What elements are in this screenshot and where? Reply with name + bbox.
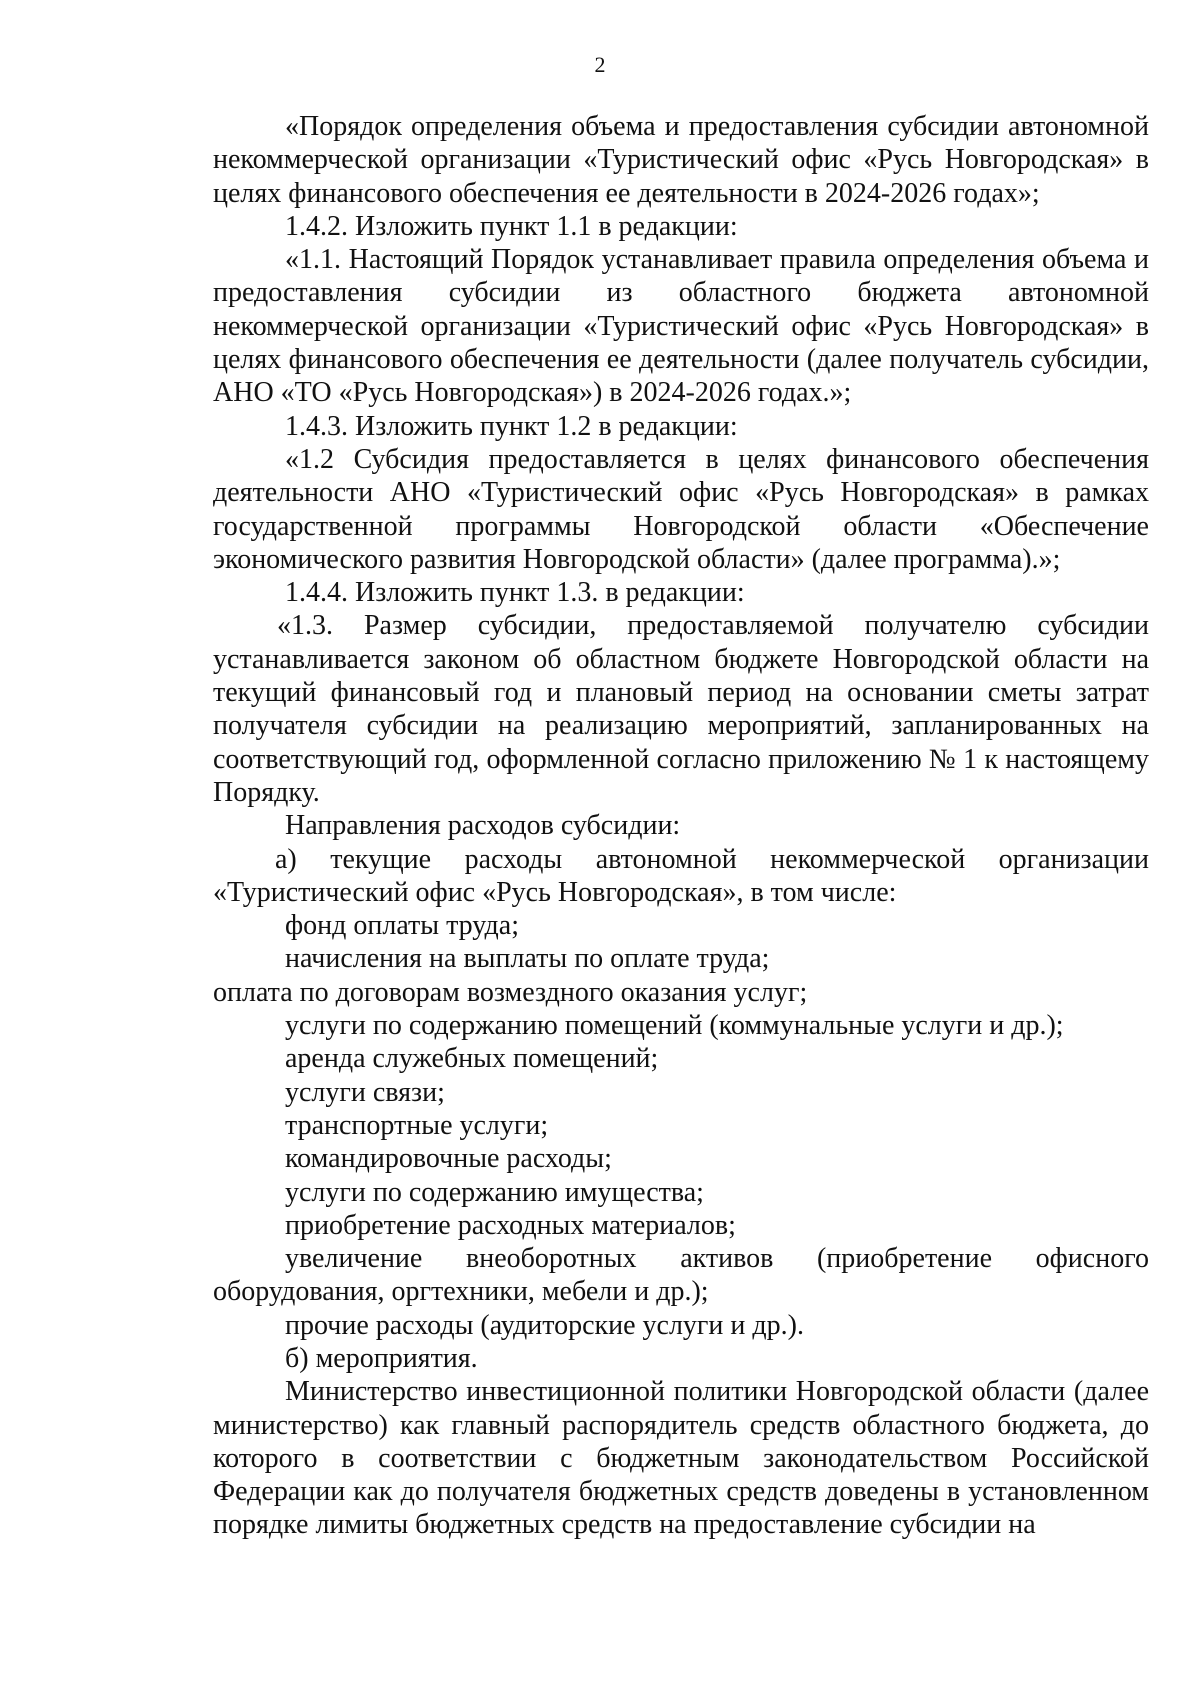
page-number: 2 [594,52,606,77]
list-item: оплата по договорам возмездного оказания услуг; [213,976,808,1008]
list-item: прочие расходы (аудиторские услуги и др.). [285,1309,804,1341]
list-item: транспортные услуги; [285,1109,549,1141]
list-item: приобретение расходных материалов; [285,1209,736,1241]
document-body [213,110,1149,1542]
list-item: аренда служебных помещений; [285,1043,659,1075]
paragraph-1-3: «1.3. Размер субсидии, предоставляемой получателю субсидии устанавливается законом об областном бюджете Новгородской области на текущий финансовый год и плановый период на основании сметы затрат получателя субсидии на реализацию мероприятий, запланированных на соответствующий год, оформленной согласно приложению № 1 к настоящему Порядку. [213,610,1149,808]
list-item: начисления на выплаты по оплате труда; [285,943,770,975]
paragraph-1-2: «1.2 Субсидия предоставляется в целях финансового обеспечения деятельности АНО «Туристический офис «Русь Новгородская» в рамках государственной программы Новгородской области «Обеспечение экономического развития Новгородской области» (далее программа).»; [213,443,1149,575]
list-item: увеличение внеоборотных активов (приобретение офисного оборудования, оргтехники, мебели и др.); [213,1243,1149,1308]
paragraph-ministry: Министерство инвестиционной политики Новгородской области (далее министерство) как главный распорядитель средств областного бюджета, до которого в соответствии с бюджетным законодательством Российской Федерации как до получателя бюджетных средств доведены в установленном порядке лимиты бюджетных средств на предоставление субсидии на [213,1376,1149,1541]
paragraph-1-4-3: 1.4.3. Изложить пункт 1.2 в редакции: [285,410,738,442]
list-item: услуги по содержанию помещений (коммунальные услуги и др.); [285,1010,1064,1042]
list-item: услуги по содержанию имущества; [285,1176,704,1208]
list-item: б) мероприятия. [285,1342,478,1374]
paragraph-1-1: «1.1. Настоящий Порядок устанавливает правила определения объема и предоставления субсидии из областного бюджета автономной некоммерческой организации «Туристический офис «Русь Новгородская» в целях финансового обеспечения ее деятельности (далее получатель субсидии, АНО «ТО «Русь Новгородская») в 2024-2026 годах.»; [213,244,1149,409]
list-item: услуги связи; [285,1076,445,1108]
paragraph-order-title: «Порядок определения объема и предоставления субсидии автономной некоммерческой организации «Туристический офис «Русь Новгородская» в целях финансового обеспечения ее деятельности в 2024-2026 годах»; [213,111,1149,209]
list-item: командировочные расходы; [285,1143,612,1175]
paragraph-current-expenses: а) текущие расходы автономной некоммерческой организации «Туристический офис «Русь Новгородская», в том числе: [213,843,1149,908]
paragraph-1-4-4: 1.4.4. Изложить пункт 1.3. в редакции: [285,577,745,609]
paragraph-1-4-2: 1.4.2. Изложить пункт 1.1 в редакции: [285,210,738,242]
list-item: фонд оплаты труда; [285,910,519,942]
paragraph-expense-directions: Направления расходов субсидии: [285,810,681,842]
